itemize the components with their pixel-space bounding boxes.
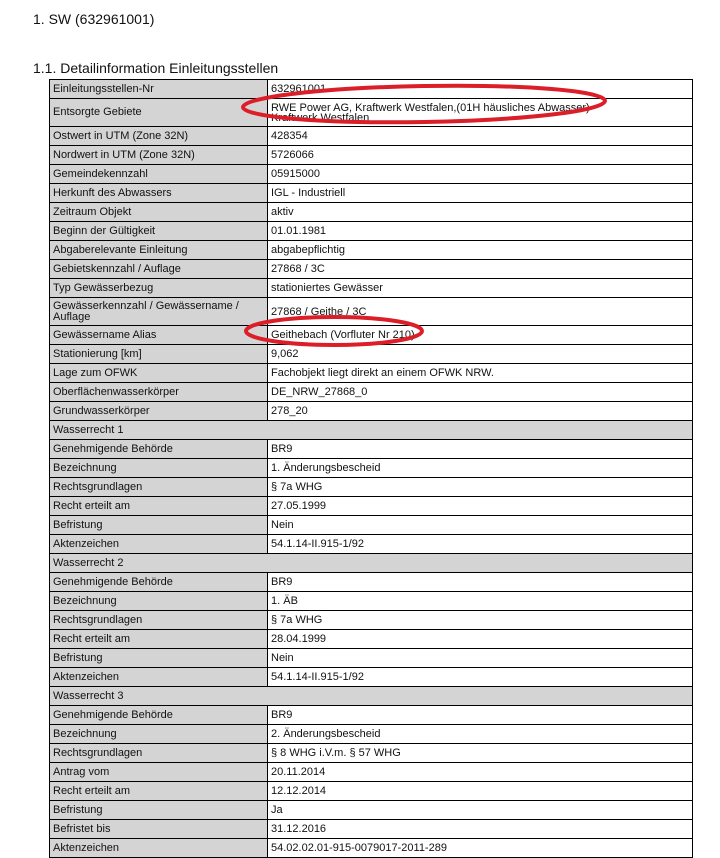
row-label: Beginn der Gültigkeit bbox=[50, 222, 268, 241]
row-value: 1. Änderungsbescheid bbox=[268, 459, 693, 478]
row-label: Gewässerkennzahl / Gewässername / Auflage bbox=[50, 298, 268, 326]
row-label: Gebietskennzahl / Auflage bbox=[50, 260, 268, 279]
row-value: RWE Power AG, Kraftwerk Westfalen,(01H häusliches Abwasser) Kraftwerk Westfalen bbox=[268, 99, 693, 127]
table-row bbox=[50, 478, 693, 497]
table-row bbox=[50, 298, 693, 326]
table-row bbox=[50, 573, 693, 592]
table-row bbox=[50, 222, 693, 241]
table-row bbox=[50, 592, 693, 611]
row-value: BR9 bbox=[268, 706, 693, 725]
row-value: Nein bbox=[268, 649, 693, 668]
row-label: Aktenzeichen bbox=[50, 668, 268, 687]
table-row bbox=[50, 326, 693, 345]
row-value: Fachobjekt liegt direkt an einem OFWK NRW. bbox=[268, 364, 693, 383]
table-row bbox=[50, 706, 693, 725]
row-value: BR9 bbox=[268, 440, 693, 459]
section-title: Wasserrecht 1 bbox=[50, 421, 693, 440]
row-label: Befristung bbox=[50, 516, 268, 535]
row-value: 05915000 bbox=[268, 165, 693, 184]
row-label: Befristet bis bbox=[50, 820, 268, 839]
row-value: 31.12.2016 bbox=[268, 820, 693, 839]
table-row bbox=[50, 127, 693, 146]
row-value: abgabepflichtig bbox=[268, 241, 693, 260]
wasserrecht-section-header bbox=[50, 687, 693, 706]
table-row bbox=[50, 99, 693, 127]
table-row bbox=[50, 80, 693, 99]
table-row bbox=[50, 165, 693, 184]
row-label: Befristung bbox=[50, 649, 268, 668]
section-title: Wasserrecht 2 bbox=[50, 554, 693, 573]
row-label: Recht erteilt am bbox=[50, 497, 268, 516]
row-value: 27868 / 3C bbox=[268, 260, 693, 279]
row-label: Ostwert in UTM (Zone 32N) bbox=[50, 127, 268, 146]
row-label: Abgaberelevante Einleitung bbox=[50, 241, 268, 260]
table-row bbox=[50, 763, 693, 782]
row-value: 27868 / Geithe / 3C bbox=[268, 298, 693, 326]
table-row bbox=[50, 383, 693, 402]
table-row bbox=[50, 364, 693, 383]
wasserrecht-section-header bbox=[50, 421, 693, 440]
row-label: Befristung bbox=[50, 801, 268, 820]
table-row bbox=[50, 820, 693, 839]
row-label: Entsorgte Gebiete bbox=[50, 99, 268, 127]
row-value: 54.1.14-II.915-1/92 bbox=[268, 535, 693, 554]
table-row bbox=[50, 782, 693, 801]
row-value: BR9 bbox=[268, 573, 693, 592]
detail-table bbox=[49, 79, 693, 858]
row-label: Zeitraum Objekt bbox=[50, 203, 268, 222]
wasserrecht-section-header bbox=[50, 554, 693, 573]
row-value: Nein bbox=[268, 516, 693, 535]
table-row bbox=[50, 668, 693, 687]
row-label: Recht erteilt am bbox=[50, 782, 268, 801]
row-value: aktiv bbox=[268, 203, 693, 222]
row-value: 20.11.2014 bbox=[268, 763, 693, 782]
table-row bbox=[50, 725, 693, 744]
row-label: Typ Gewässerbezug bbox=[50, 279, 268, 298]
row-value: 5726066 bbox=[268, 146, 693, 165]
row-value: IGL - Industriell bbox=[268, 184, 693, 203]
row-value: 27.05.1999 bbox=[268, 497, 693, 516]
table-row bbox=[50, 402, 693, 421]
section-title: Wasserrecht 3 bbox=[50, 687, 693, 706]
table-row bbox=[50, 345, 693, 364]
table-row bbox=[50, 611, 693, 630]
table-row bbox=[50, 744, 693, 763]
row-value: Ja bbox=[268, 801, 693, 820]
row-value: 54.02.02.01-915-0079017-2011-289 bbox=[268, 839, 693, 858]
row-value: § 7a WHG bbox=[268, 478, 693, 497]
table-row bbox=[50, 839, 693, 858]
row-value: 632961001 bbox=[268, 80, 693, 99]
table-row bbox=[50, 459, 693, 478]
row-value: 2. Änderungsbescheid bbox=[268, 725, 693, 744]
row-label: Rechtsgrundlagen bbox=[50, 611, 268, 630]
table-row bbox=[50, 516, 693, 535]
row-label: Antrag vom bbox=[50, 763, 268, 782]
row-label: Aktenzeichen bbox=[50, 839, 268, 858]
table-row bbox=[50, 260, 693, 279]
table-row bbox=[50, 649, 693, 668]
row-label: Bezeichnung bbox=[50, 592, 268, 611]
row-value: 1. ÄB bbox=[268, 592, 693, 611]
row-label: Rechtsgrundlagen bbox=[50, 478, 268, 497]
row-label: Grundwasserkörper bbox=[50, 402, 268, 421]
row-label: Genehmigende Behörde bbox=[50, 440, 268, 459]
table-row bbox=[50, 146, 693, 165]
table-row bbox=[50, 630, 693, 649]
table-row bbox=[50, 279, 693, 298]
row-label: Genehmigende Behörde bbox=[50, 573, 268, 592]
row-label: Aktenzeichen bbox=[50, 535, 268, 554]
table-row bbox=[50, 535, 693, 554]
row-value: § 7a WHG bbox=[268, 611, 693, 630]
row-value: 278_20 bbox=[268, 402, 693, 421]
row-label: Genehmigende Behörde bbox=[50, 706, 268, 725]
row-value: 01.01.1981 bbox=[268, 222, 693, 241]
table-row bbox=[50, 497, 693, 516]
row-label: Bezeichnung bbox=[50, 725, 268, 744]
row-label: Oberflächenwasserkörper bbox=[50, 383, 268, 402]
row-value: stationiertes Gewässer bbox=[268, 279, 693, 298]
row-value: 428354 bbox=[268, 127, 693, 146]
section-heading: 1.1. Detailinformation Einleitungsstellen bbox=[33, 60, 279, 76]
document-heading: 1. SW (632961001) bbox=[33, 11, 155, 27]
row-label: Herkunft des Abwassers bbox=[50, 184, 268, 203]
row-label: Einleitungsstellen-Nr bbox=[50, 80, 268, 99]
row-label: Lage zum OFWK bbox=[50, 364, 268, 383]
row-label: Gewässername Alias bbox=[50, 326, 268, 345]
row-label: Gemeindekennzahl bbox=[50, 165, 268, 184]
table-row bbox=[50, 241, 693, 260]
row-label: Stationierung [km] bbox=[50, 345, 268, 364]
table-row bbox=[50, 440, 693, 459]
row-label: Recht erteilt am bbox=[50, 630, 268, 649]
row-value: 28.04.1999 bbox=[268, 630, 693, 649]
row-label: Nordwert in UTM (Zone 32N) bbox=[50, 146, 268, 165]
row-label: Rechtsgrundlagen bbox=[50, 744, 268, 763]
table-row bbox=[50, 203, 693, 222]
row-value: § 8 WHG i.V.m. § 57 WHG bbox=[268, 744, 693, 763]
table-row bbox=[50, 801, 693, 820]
row-value: 9,062 bbox=[268, 345, 693, 364]
row-value: 54.1.14-II.915-1/92 bbox=[268, 668, 693, 687]
row-value: DE_NRW_27868_0 bbox=[268, 383, 693, 402]
row-label: Bezeichnung bbox=[50, 459, 268, 478]
row-value: 12.12.2014 bbox=[268, 782, 693, 801]
table-row bbox=[50, 184, 693, 203]
row-value: Geithebach (Vorfluter Nr 210) bbox=[268, 326, 693, 345]
